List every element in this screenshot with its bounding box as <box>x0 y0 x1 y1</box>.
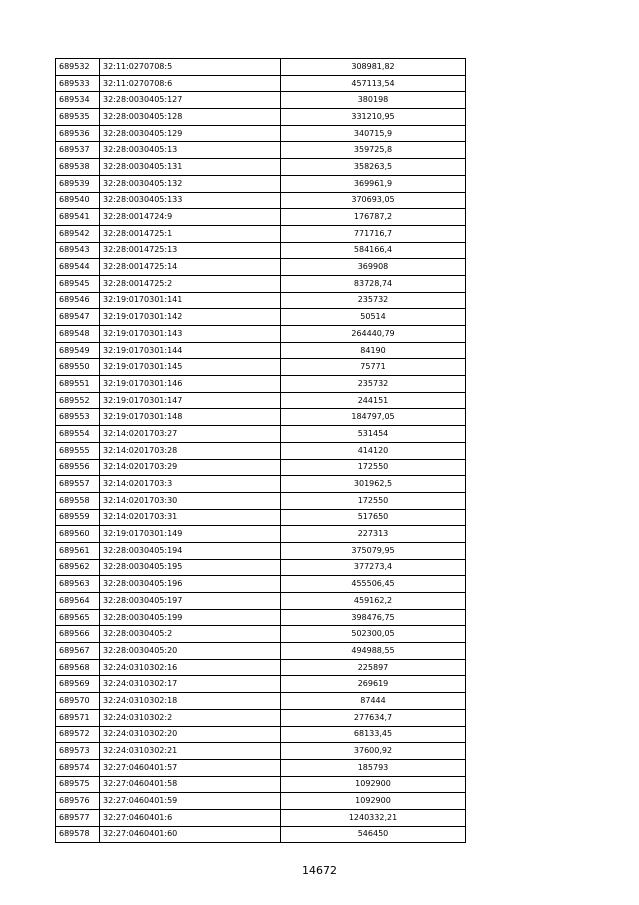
cadastral-number-cell: 32:19:0170301:147 <box>100 392 281 409</box>
row-id-cell: 689569 <box>56 676 100 693</box>
table-row <box>56 426 466 443</box>
cadastral-number-cell: 32:24:0310302:16 <box>100 659 281 676</box>
value-cell: 502300,05 <box>281 626 466 643</box>
cadastral-value-table <box>55 58 466 843</box>
row-id-cell: 689559 <box>56 509 100 526</box>
cadastral-number-cell: 32:27:0460401:6 <box>100 809 281 826</box>
cadastral-number-cell: 32:28:0030405:195 <box>100 559 281 576</box>
cadastral-number-cell: 32:19:0170301:142 <box>100 309 281 326</box>
table-row <box>56 359 466 376</box>
value-cell: 87444 <box>281 693 466 710</box>
row-id-cell: 689555 <box>56 442 100 459</box>
table-row <box>56 459 466 476</box>
table-row <box>56 376 466 393</box>
table-row <box>56 476 466 493</box>
value-cell: 340715,9 <box>281 125 466 142</box>
value-cell: 370693,05 <box>281 192 466 209</box>
cadastral-number-cell: 32:19:0170301:146 <box>100 376 281 393</box>
row-id-cell: 689541 <box>56 209 100 226</box>
table-row <box>56 342 466 359</box>
value-cell: 264440,79 <box>281 326 466 343</box>
cadastral-number-cell: 32:27:0460401:57 <box>100 759 281 776</box>
value-cell: 457113,54 <box>281 75 466 92</box>
value-cell: 301962,5 <box>281 476 466 493</box>
value-cell: 244151 <box>281 392 466 409</box>
cadastral-number-cell: 32:19:0170301:145 <box>100 359 281 376</box>
table-row <box>56 542 466 559</box>
row-id-cell: 689575 <box>56 776 100 793</box>
table-row <box>56 442 466 459</box>
row-id-cell: 689539 <box>56 175 100 192</box>
table-row <box>56 659 466 676</box>
table-row <box>56 109 466 126</box>
row-id-cell: 689568 <box>56 659 100 676</box>
cadastral-number-cell: 32:28:0030405:13 <box>100 142 281 159</box>
row-id-cell: 689570 <box>56 693 100 710</box>
cadastral-number-cell: 32:14:0201703:29 <box>100 459 281 476</box>
cadastral-number-cell: 32:14:0201703:28 <box>100 442 281 459</box>
row-id-cell: 689554 <box>56 426 100 443</box>
value-cell: 68133,45 <box>281 726 466 743</box>
cadastral-number-cell: 32:24:0310302:17 <box>100 676 281 693</box>
table-row <box>56 626 466 643</box>
row-id-cell: 689536 <box>56 125 100 142</box>
cadastral-number-cell: 32:19:0170301:143 <box>100 326 281 343</box>
table-row <box>56 175 466 192</box>
row-id-cell: 689577 <box>56 809 100 826</box>
cadastral-number-cell: 32:28:0030405:199 <box>100 609 281 626</box>
table-row <box>56 576 466 593</box>
value-cell: 331210,95 <box>281 109 466 126</box>
row-id-cell: 689567 <box>56 643 100 660</box>
value-cell: 771716,7 <box>281 225 466 242</box>
table-row <box>56 826 466 843</box>
cadastral-number-cell: 32:27:0460401:59 <box>100 793 281 810</box>
row-id-cell: 689543 <box>56 242 100 259</box>
cadastral-number-cell: 32:28:0030405:194 <box>100 542 281 559</box>
value-cell: 1092900 <box>281 793 466 810</box>
cadastral-number-cell: 32:19:0170301:149 <box>100 526 281 543</box>
value-cell: 277634,7 <box>281 709 466 726</box>
table-row <box>56 292 466 309</box>
table-row <box>56 709 466 726</box>
cadastral-number-cell: 32:28:0030405:197 <box>100 593 281 610</box>
value-cell: 269619 <box>281 676 466 693</box>
cadastral-number-cell: 32:28:0030405:129 <box>100 125 281 142</box>
cadastral-number-cell: 32:28:0014724:9 <box>100 209 281 226</box>
row-id-cell: 689532 <box>56 59 100 76</box>
table-row <box>56 409 466 426</box>
row-id-cell: 689573 <box>56 743 100 760</box>
row-id-cell: 689557 <box>56 476 100 493</box>
row-id-cell: 689544 <box>56 259 100 276</box>
cadastral-number-cell: 32:28:0014725:2 <box>100 275 281 292</box>
value-cell: 369961,9 <box>281 175 466 192</box>
cadastral-number-cell: 32:28:0014725:1 <box>100 225 281 242</box>
cadastral-number-cell: 32:19:0170301:144 <box>100 342 281 359</box>
value-cell: 517650 <box>281 509 466 526</box>
cadastral-number-cell: 32:28:0030405:196 <box>100 576 281 593</box>
table-row <box>56 526 466 543</box>
value-cell: 369908 <box>281 259 466 276</box>
value-cell: 546450 <box>281 826 466 843</box>
table-row <box>56 559 466 576</box>
cadastral-number-cell: 32:28:0030405:127 <box>100 92 281 109</box>
row-id-cell: 689563 <box>56 576 100 593</box>
table-row <box>56 75 466 92</box>
value-cell: 176787,2 <box>281 209 466 226</box>
value-cell: 459162,2 <box>281 593 466 610</box>
row-id-cell: 689553 <box>56 409 100 426</box>
value-cell: 1240332,21 <box>281 809 466 826</box>
row-id-cell: 689556 <box>56 459 100 476</box>
table-row <box>56 275 466 292</box>
value-cell: 227313 <box>281 526 466 543</box>
value-cell: 358263,5 <box>281 159 466 176</box>
value-cell: 494988,55 <box>281 643 466 660</box>
value-cell: 172550 <box>281 492 466 509</box>
table-row <box>56 326 466 343</box>
row-id-cell: 689533 <box>56 75 100 92</box>
cadastral-number-cell: 32:28:0030405:132 <box>100 175 281 192</box>
value-cell: 414120 <box>281 442 466 459</box>
cadastral-number-cell: 32:14:0201703:3 <box>100 476 281 493</box>
table-row <box>56 92 466 109</box>
table-row <box>56 59 466 76</box>
table-row <box>56 392 466 409</box>
table-row <box>56 192 466 209</box>
cadastral-number-cell: 32:11:0270708:6 <box>100 75 281 92</box>
row-id-cell: 689548 <box>56 326 100 343</box>
value-cell: 225897 <box>281 659 466 676</box>
cadastral-number-cell: 32:28:0014725:14 <box>100 259 281 276</box>
cadastral-number-cell: 32:28:0030405:2 <box>100 626 281 643</box>
page-number: 14672 <box>302 864 337 877</box>
table-row <box>56 726 466 743</box>
table-row <box>56 793 466 810</box>
row-id-cell: 689550 <box>56 359 100 376</box>
row-id-cell: 689561 <box>56 542 100 559</box>
value-cell: 185793 <box>281 759 466 776</box>
row-id-cell: 689545 <box>56 275 100 292</box>
table-row <box>56 776 466 793</box>
row-id-cell: 689574 <box>56 759 100 776</box>
value-cell: 37600,92 <box>281 743 466 760</box>
row-id-cell: 689547 <box>56 309 100 326</box>
table-row <box>56 259 466 276</box>
table-body <box>56 59 466 843</box>
value-cell: 75771 <box>281 359 466 376</box>
table-row <box>56 759 466 776</box>
row-id-cell: 689571 <box>56 709 100 726</box>
row-id-cell: 689551 <box>56 376 100 393</box>
value-cell: 398476,75 <box>281 609 466 626</box>
cadastral-number-cell: 32:14:0201703:30 <box>100 492 281 509</box>
value-cell: 172550 <box>281 459 466 476</box>
value-cell: 531454 <box>281 426 466 443</box>
value-cell: 83728,74 <box>281 275 466 292</box>
table-row <box>56 593 466 610</box>
row-id-cell: 689546 <box>56 292 100 309</box>
value-cell: 50514 <box>281 309 466 326</box>
row-id-cell: 689558 <box>56 492 100 509</box>
table-row <box>56 743 466 760</box>
value-cell: 235732 <box>281 376 466 393</box>
table-row <box>56 693 466 710</box>
cadastral-number-cell: 32:28:0030405:128 <box>100 109 281 126</box>
value-cell: 375079,95 <box>281 542 466 559</box>
table-row <box>56 643 466 660</box>
row-id-cell: 689576 <box>56 793 100 810</box>
table-row <box>56 209 466 226</box>
table-row <box>56 309 466 326</box>
value-cell: 359725,8 <box>281 142 466 159</box>
cadastral-number-cell: 32:24:0310302:20 <box>100 726 281 743</box>
value-cell: 455506,45 <box>281 576 466 593</box>
table-row <box>56 125 466 142</box>
row-id-cell: 689572 <box>56 726 100 743</box>
row-id-cell: 689562 <box>56 559 100 576</box>
table-row <box>56 242 466 259</box>
cadastral-number-cell: 32:27:0460401:60 <box>100 826 281 843</box>
table-row <box>56 225 466 242</box>
cadastral-number-cell: 32:28:0014725:13 <box>100 242 281 259</box>
cadastral-number-cell: 32:14:0201703:31 <box>100 509 281 526</box>
row-id-cell: 689564 <box>56 593 100 610</box>
cadastral-number-cell: 32:28:0030405:131 <box>100 159 281 176</box>
row-id-cell: 689535 <box>56 109 100 126</box>
row-id-cell: 689549 <box>56 342 100 359</box>
value-cell: 380198 <box>281 92 466 109</box>
cadastral-number-cell: 32:24:0310302:2 <box>100 709 281 726</box>
row-id-cell: 689537 <box>56 142 100 159</box>
value-cell: 584166,4 <box>281 242 466 259</box>
cadastral-number-cell: 32:19:0170301:141 <box>100 292 281 309</box>
cadastral-number-cell: 32:24:0310302:21 <box>100 743 281 760</box>
cadastral-number-cell: 32:14:0201703:27 <box>100 426 281 443</box>
row-id-cell: 689565 <box>56 609 100 626</box>
value-cell: 308981,82 <box>281 59 466 76</box>
table-row <box>56 609 466 626</box>
table-row <box>56 676 466 693</box>
value-cell: 235732 <box>281 292 466 309</box>
row-id-cell: 689540 <box>56 192 100 209</box>
value-cell: 184797,05 <box>281 409 466 426</box>
row-id-cell: 689542 <box>56 225 100 242</box>
cadastral-number-cell: 32:24:0310302:18 <box>100 693 281 710</box>
table-row <box>56 142 466 159</box>
cadastral-number-cell: 32:19:0170301:148 <box>100 409 281 426</box>
row-id-cell: 689566 <box>56 626 100 643</box>
table-row <box>56 509 466 526</box>
row-id-cell: 689538 <box>56 159 100 176</box>
value-cell: 84190 <box>281 342 466 359</box>
cadastral-number-cell: 32:28:0030405:133 <box>100 192 281 209</box>
row-id-cell: 689552 <box>56 392 100 409</box>
table-row <box>56 492 466 509</box>
cadastral-number-cell: 32:27:0460401:58 <box>100 776 281 793</box>
value-cell: 1092900 <box>281 776 466 793</box>
table-row <box>56 809 466 826</box>
value-cell: 377273,4 <box>281 559 466 576</box>
cadastral-number-cell: 32:28:0030405:20 <box>100 643 281 660</box>
cadastral-number-cell: 32:11:0270708:5 <box>100 59 281 76</box>
row-id-cell: 689578 <box>56 826 100 843</box>
row-id-cell: 689534 <box>56 92 100 109</box>
row-id-cell: 689560 <box>56 526 100 543</box>
table-row <box>56 159 466 176</box>
